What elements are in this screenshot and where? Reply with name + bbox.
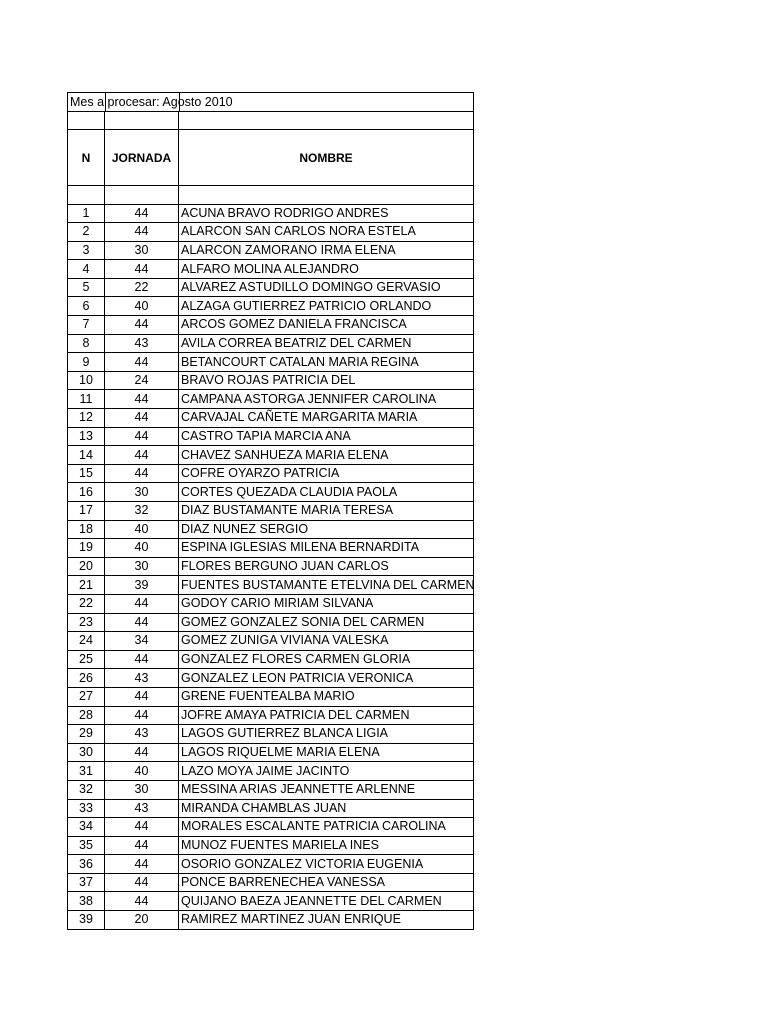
row-number: 8 [68, 334, 105, 353]
row-jornada: 20 [105, 911, 179, 930]
row-nombre: ALVAREZ ASTUDILLO DOMINGO GERVASIO [179, 278, 474, 297]
table-row [68, 557, 474, 576]
row-nombre: FLORES BERGUNO JUAN CARLOS [179, 557, 474, 576]
row-jornada: 43 [105, 334, 179, 353]
row-nombre: COFRE OYARZO PATRICIA [179, 464, 474, 483]
header-n: N [68, 130, 105, 186]
row-nombre: GOMEZ GONZALEZ SONIA DEL CARMEN [179, 613, 474, 632]
row-nombre: ACUNA BRAVO RODRIGO ANDRES [179, 204, 474, 223]
spreadsheet-page [67, 92, 473, 930]
row-jornada: 30 [105, 483, 179, 502]
row-number: 10 [68, 371, 105, 390]
table-row [68, 818, 474, 837]
row-nombre: ALARCON ZAMORANO IRMA ELENA [179, 241, 474, 260]
row-number: 19 [68, 539, 105, 558]
row-number: 6 [68, 297, 105, 316]
table-row [68, 446, 474, 465]
row-jornada: 43 [105, 669, 179, 688]
row-number: 22 [68, 594, 105, 613]
table-row [68, 873, 474, 892]
row-jornada: 44 [105, 204, 179, 223]
row-number: 37 [68, 873, 105, 892]
table-row [68, 539, 474, 558]
table-row [68, 780, 474, 799]
row-jornada: 34 [105, 632, 179, 651]
row-nombre: ALFARO MOLINA ALEJANDRO [179, 260, 474, 279]
row-jornada: 43 [105, 725, 179, 744]
row-nombre: LAGOS GUTIERREZ BLANCA LIGIA [179, 725, 474, 744]
row-nombre: MUNOZ FUENTES MARIELA INES [179, 836, 474, 855]
row-jornada: 44 [105, 316, 179, 335]
row-nombre: MIRANDA CHAMBLAS JUAN [179, 799, 474, 818]
table-row [68, 799, 474, 818]
table-row [68, 483, 474, 502]
row-number: 23 [68, 613, 105, 632]
row-jornada: 43 [105, 799, 179, 818]
row-number: 18 [68, 520, 105, 539]
staff-table [67, 92, 474, 930]
row-nombre: OSORIO GONZALEZ VICTORIA EUGENIA [179, 855, 474, 874]
row-number: 11 [68, 390, 105, 409]
table-row [68, 371, 474, 390]
row-jornada: 44 [105, 409, 179, 428]
row-jornada: 40 [105, 520, 179, 539]
table-row [68, 409, 474, 428]
row-jornada: 44 [105, 873, 179, 892]
row-jornada: 30 [105, 780, 179, 799]
row-number: 4 [68, 260, 105, 279]
table-row [68, 650, 474, 669]
row-number: 21 [68, 576, 105, 595]
row-number: 15 [68, 464, 105, 483]
row-nombre: QUIJANO BAEZA JEANNETTE DEL CARMEN [179, 892, 474, 911]
row-jornada: 44 [105, 464, 179, 483]
row-jornada: 44 [105, 855, 179, 874]
row-nombre: MESSINA ARIAS JEANNETTE ARLENNE [179, 780, 474, 799]
row-number: 26 [68, 669, 105, 688]
row-nombre: CASTRO TAPIA MARCIA ANA [179, 427, 474, 446]
table-row [68, 297, 474, 316]
row-jornada: 30 [105, 557, 179, 576]
row-jornada: 44 [105, 743, 179, 762]
row-jornada: 40 [105, 297, 179, 316]
row-jornada: 44 [105, 613, 179, 632]
row-number: 33 [68, 799, 105, 818]
row-jornada: 44 [105, 390, 179, 409]
row-number: 32 [68, 780, 105, 799]
row-nombre: ALZAGA GUTIERREZ PATRICIO ORLANDO [179, 297, 474, 316]
row-jornada: 44 [105, 223, 179, 242]
table-row [68, 316, 474, 335]
row-jornada: 44 [105, 687, 179, 706]
table-row [68, 706, 474, 725]
row-nombre: BRAVO ROJAS PATRICIA DEL [179, 371, 474, 390]
row-number: 25 [68, 650, 105, 669]
row-jornada: 39 [105, 576, 179, 595]
table-row [68, 204, 474, 223]
row-number: 34 [68, 818, 105, 837]
row-jornada: 30 [105, 241, 179, 260]
table-row [68, 632, 474, 651]
row-nombre: MORALES ESCALANTE PATRICIA CAROLINA [179, 818, 474, 837]
row-nombre: GRENE FUENTEALBA MARIO [179, 687, 474, 706]
row-nombre: LAGOS RIQUELME MARIA ELENA [179, 743, 474, 762]
row-jornada: 40 [105, 539, 179, 558]
row-nombre: LAZO MOYA JAIME JACINTO [179, 762, 474, 781]
row-jornada: 44 [105, 818, 179, 837]
row-number: 27 [68, 687, 105, 706]
row-nombre: PONCE BARRENECHEA VANESSA [179, 873, 474, 892]
row-jornada: 44 [105, 594, 179, 613]
row-number: 24 [68, 632, 105, 651]
row-number: 28 [68, 706, 105, 725]
table-row [68, 594, 474, 613]
row-nombre: GODOY CARIO MIRIAM SILVANA [179, 594, 474, 613]
row-nombre: CAMPANA ASTORGA JENNIFER CAROLINA [179, 390, 474, 409]
row-nombre: AVILA CORREA BEATRIZ DEL CARMEN [179, 334, 474, 353]
row-nombre: CHAVEZ SANHUEZA MARIA ELENA [179, 446, 474, 465]
table-row [68, 576, 474, 595]
table-row [68, 743, 474, 762]
table-row [68, 892, 474, 911]
row-nombre: ALARCON SAN CARLOS NORA ESTELA [179, 223, 474, 242]
table-row [68, 390, 474, 409]
row-number: 36 [68, 855, 105, 874]
row-nombre: ARCOS GOMEZ DANIELA FRANCISCA [179, 316, 474, 335]
row-nombre: BETANCOURT CATALAN MARIA REGINA [179, 353, 474, 372]
row-nombre: DIAZ NUNEZ SERGIO [179, 520, 474, 539]
table-row [68, 669, 474, 688]
table-row [68, 502, 474, 521]
title-cell [68, 93, 474, 112]
row-number: 30 [68, 743, 105, 762]
row-number: 13 [68, 427, 105, 446]
row-nombre: CORTES QUEZADA CLAUDIA PAOLA [179, 483, 474, 502]
row-nombre: CARVAJAL CAÑETE MARGARITA MARIA [179, 409, 474, 428]
table-row [68, 464, 474, 483]
row-nombre: RAMIREZ MARTINEZ JUAN ENRIQUE [179, 911, 474, 930]
row-nombre: FUENTES BUSTAMANTE ETELVINA DEL CARMEN [179, 576, 474, 595]
row-number: 31 [68, 762, 105, 781]
row-number: 39 [68, 911, 105, 930]
table-row [68, 260, 474, 279]
table-row [68, 762, 474, 781]
table-row [68, 855, 474, 874]
table-row [68, 278, 474, 297]
row-jornada: 44 [105, 892, 179, 911]
table-row [68, 520, 474, 539]
row-number: 29 [68, 725, 105, 744]
row-jornada: 32 [105, 502, 179, 521]
title-row [68, 93, 474, 112]
row-jornada: 44 [105, 353, 179, 372]
row-jornada: 44 [105, 650, 179, 669]
table-row [68, 334, 474, 353]
row-number: 38 [68, 892, 105, 911]
row-number: 3 [68, 241, 105, 260]
row-number: 5 [68, 278, 105, 297]
row-number: 9 [68, 353, 105, 372]
row-number: 16 [68, 483, 105, 502]
table-row [68, 613, 474, 632]
row-jornada: 44 [105, 260, 179, 279]
row-number: 14 [68, 446, 105, 465]
row-number: 1 [68, 204, 105, 223]
report-title: Mes a procesar: Agosto 2010 [70, 95, 233, 109]
blank-row [68, 111, 474, 130]
row-nombre: JOFRE AMAYA PATRICIA DEL CARMEN [179, 706, 474, 725]
row-jornada: 44 [105, 446, 179, 465]
header-row [68, 130, 474, 186]
row-number: 35 [68, 836, 105, 855]
header-nombre: NOMBRE [179, 130, 474, 186]
row-jornada: 22 [105, 278, 179, 297]
table-row [68, 911, 474, 930]
row-nombre: GOMEZ ZUNIGA VIVIANA VALESKA [179, 632, 474, 651]
row-jornada: 44 [105, 706, 179, 725]
row-number: 12 [68, 409, 105, 428]
row-nombre: GONZALEZ LEON PATRICIA VERONICA [179, 669, 474, 688]
table-row [68, 241, 474, 260]
row-jornada: 40 [105, 762, 179, 781]
table-row [68, 353, 474, 372]
row-number: 2 [68, 223, 105, 242]
row-nombre: ESPINA IGLESIAS MILENA BERNARDITA [179, 539, 474, 558]
row-jornada: 44 [105, 427, 179, 446]
table-row [68, 687, 474, 706]
row-number: 7 [68, 316, 105, 335]
table-row [68, 836, 474, 855]
table-row [68, 223, 474, 242]
table-row [68, 725, 474, 744]
row-jornada: 44 [105, 836, 179, 855]
row-number: 20 [68, 557, 105, 576]
row-nombre: GONZALEZ FLORES CARMEN GLORIA [179, 650, 474, 669]
row-nombre: DIAZ BUSTAMANTE MARIA TERESA [179, 502, 474, 521]
table-row [68, 427, 474, 446]
row-jornada: 24 [105, 371, 179, 390]
row-number: 17 [68, 502, 105, 521]
header-jornada: JORNADA [105, 130, 179, 186]
spacer-row [68, 186, 474, 205]
